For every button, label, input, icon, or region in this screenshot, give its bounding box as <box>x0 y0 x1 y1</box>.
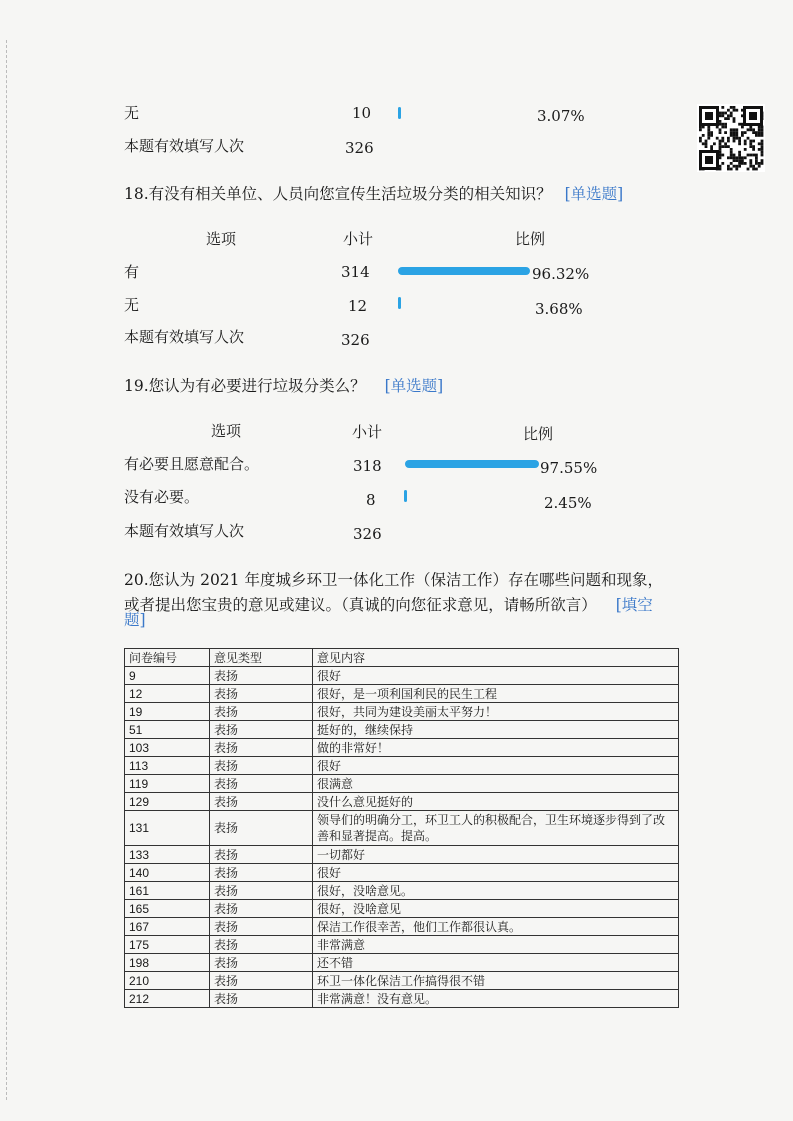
q18-option-bar <box>398 267 530 275</box>
q18-header-ratio: 比例 <box>515 230 546 248</box>
row-content: 很好 <box>313 864 679 882</box>
row-id: 175 <box>125 936 210 954</box>
q19-option-label: 没有必要。 <box>124 488 200 506</box>
row-type: 表扬 <box>210 775 313 793</box>
q17-total-count: 326 <box>345 139 374 157</box>
table-row <box>125 667 679 685</box>
table-row <box>125 721 679 739</box>
row-id: 103 <box>125 739 210 757</box>
q18-type-tag: [单选题] <box>564 185 624 203</box>
comments-table <box>124 648 679 1008</box>
row-id: 9 <box>125 667 210 685</box>
q20-type-tag-wrap: 题] <box>124 611 146 629</box>
q19-option-percent: 2.45% <box>544 494 592 512</box>
row-content: 环卫一体化保洁工作搞得很不错 <box>313 972 679 990</box>
q17-option-percent: 3.07% <box>537 107 585 125</box>
q19-type-tag: [单选题] <box>384 377 444 395</box>
table-row <box>125 972 679 990</box>
table-row <box>125 954 679 972</box>
q19-header-option: 选项 <box>211 422 242 440</box>
table-row <box>125 882 679 900</box>
comments-table-header <box>125 649 679 667</box>
row-type: 表扬 <box>210 918 313 936</box>
row-id: 198 <box>125 954 210 972</box>
table-row <box>125 918 679 936</box>
row-content: 很好，没啥意见。 <box>313 882 679 900</box>
table-row <box>125 685 679 703</box>
row-type: 表扬 <box>210 757 313 775</box>
q19-title <box>124 375 443 397</box>
row-id: 161 <box>125 882 210 900</box>
table-row <box>125 793 679 811</box>
row-id: 212 <box>125 990 210 1008</box>
row-type: 表扬 <box>210 721 313 739</box>
row-type: 表扬 <box>210 882 313 900</box>
q18-option-percent: 96.32% <box>532 265 590 283</box>
row-content: 没什么意见挺好的 <box>313 793 679 811</box>
row-content: 很好 <box>313 757 679 775</box>
table-row <box>125 990 679 1008</box>
row-content: 非常满意！没有意见。 <box>313 990 679 1008</box>
q19-option-bar <box>404 490 407 502</box>
table-row <box>125 936 679 954</box>
table-row <box>125 739 679 757</box>
q20-title-line2 <box>124 594 653 616</box>
table-row <box>125 811 679 846</box>
q19-header-count: 小计 <box>352 423 383 441</box>
row-type: 表扬 <box>210 685 313 703</box>
row-type: 表扬 <box>210 900 313 918</box>
row-type: 表扬 <box>210 739 313 757</box>
header-content: 意见内容 <box>313 649 679 667</box>
q19-title-text: 19.您认为有必要进行垃圾分类么？ <box>124 377 366 395</box>
row-id: 119 <box>125 775 210 793</box>
table-row <box>125 757 679 775</box>
table-row <box>125 864 679 882</box>
row-id: 19 <box>125 703 210 721</box>
row-content: 很满意 <box>313 775 679 793</box>
row-id: 140 <box>125 864 210 882</box>
q18-header-option: 选项 <box>206 230 237 248</box>
q18-total-count: 326 <box>341 331 370 349</box>
q17-total-label: 本题有效填写人次 <box>124 137 245 155</box>
row-type: 表扬 <box>210 972 313 990</box>
row-content: 保洁工作很幸苦，他们工作都很认真。 <box>313 918 679 936</box>
q18-header-count: 小计 <box>343 230 374 248</box>
q18-option-bar <box>398 297 401 309</box>
row-type: 表扬 <box>210 667 313 685</box>
header-id: 问卷编号 <box>125 649 210 667</box>
row-content: 很好，是一项利国利民的民生工程 <box>313 685 679 703</box>
row-id: 51 <box>125 721 210 739</box>
q19-option-percent: 97.55% <box>540 459 598 477</box>
row-content: 领导们的明确分工，环卫工人的积极配合，卫生环境逐步得到了改善和显著提高。提高。 <box>313 811 679 846</box>
row-content: 做的非常好！ <box>313 739 679 757</box>
qr-code-icon <box>697 104 765 172</box>
q17-option-label: 无 <box>124 104 140 122</box>
row-type: 表扬 <box>210 846 313 864</box>
q20-title-line1: 20.您认为 2021 年度城乡环卫一体化工作（保洁工作）存在哪些问题和现象， <box>124 571 663 589</box>
row-id: 113 <box>125 757 210 775</box>
row-type: 表扬 <box>210 864 313 882</box>
q18-option-count: 12 <box>348 297 368 315</box>
row-type: 表扬 <box>210 990 313 1008</box>
q18-option-label: 无 <box>124 296 140 314</box>
q17-option-bar <box>398 107 401 119</box>
q18-option-percent: 3.68% <box>535 300 583 318</box>
q18-title-text: 18.有没有相关单位、人员向您宣传生活垃圾分类的相关知识？ <box>124 185 552 203</box>
q19-option-count: 318 <box>353 457 382 475</box>
table-row <box>125 703 679 721</box>
table-row <box>125 900 679 918</box>
row-id: 133 <box>125 846 210 864</box>
row-id: 131 <box>125 811 210 846</box>
row-id: 167 <box>125 918 210 936</box>
q19-header-ratio: 比例 <box>523 425 554 443</box>
row-content: 很好 <box>313 667 679 685</box>
row-content: 一切都好 <box>313 846 679 864</box>
row-id: 129 <box>125 793 210 811</box>
q18-total-label: 本题有效填写人次 <box>124 328 245 346</box>
q19-option-bar <box>405 460 539 468</box>
row-content: 挺好的，继续保持 <box>313 721 679 739</box>
row-content: 还不错 <box>313 954 679 972</box>
row-type: 表扬 <box>210 793 313 811</box>
q18-option-count: 314 <box>341 263 370 281</box>
row-content: 非常满意 <box>313 936 679 954</box>
q19-total-count: 326 <box>353 525 382 543</box>
q17-option-count: 10 <box>352 104 372 122</box>
q18-option-label: 有 <box>124 263 140 281</box>
row-content: 很好，共同为建设美丽太平努力！ <box>313 703 679 721</box>
row-type: 表扬 <box>210 703 313 721</box>
q19-option-label: 有必要且愿意配合。 <box>124 455 260 473</box>
row-content: 很好，没啥意见 <box>313 900 679 918</box>
binding-margin <box>6 40 11 1100</box>
table-row <box>125 846 679 864</box>
q18-title <box>124 183 623 205</box>
row-type: 表扬 <box>210 811 313 846</box>
q19-total-label: 本题有效填写人次 <box>124 522 245 540</box>
row-type: 表扬 <box>210 936 313 954</box>
row-id: 165 <box>125 900 210 918</box>
table-row <box>125 775 679 793</box>
row-type: 表扬 <box>210 954 313 972</box>
q20-type-tag: [填空 <box>615 596 653 614</box>
header-type: 意见类型 <box>210 649 313 667</box>
q19-option-count: 8 <box>366 491 376 509</box>
q20-title-line2-text: 或者提出您宝贵的意见或建议。（真诚的向您征求意见，请畅所欲言） <box>124 596 597 614</box>
row-id: 210 <box>125 972 210 990</box>
row-id: 12 <box>125 685 210 703</box>
